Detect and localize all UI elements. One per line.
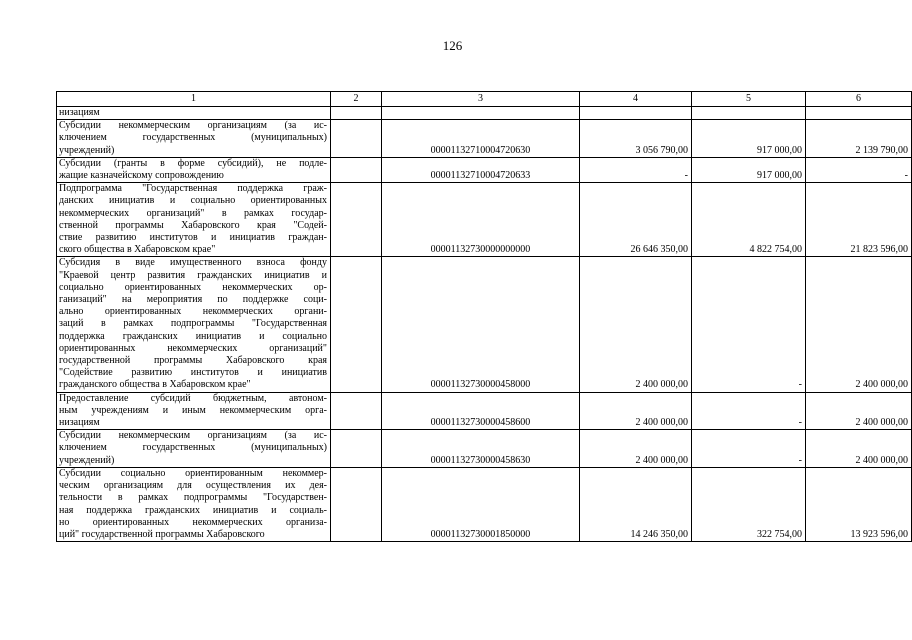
row-value-col6: 21 823 596,00: [806, 183, 912, 257]
description-line: заций в рамках подпрограммы "Государственная: [59, 318, 327, 330]
row-value-col5: 322 754,00: [692, 467, 806, 541]
row-value-col4: [580, 107, 692, 120]
table-row: [57, 392, 912, 430]
description-line: Субсидии некоммерческим организациям (за ис-: [59, 120, 327, 132]
row-code: 00001132710004720633: [382, 157, 580, 182]
row-col2: [331, 430, 382, 468]
row-description: [57, 257, 331, 392]
description-line: поддержка гражданских инициатив и социально: [59, 330, 327, 342]
description-line: но ориентированных некоммерческих организа-: [59, 516, 327, 528]
description-line: ным учреждениям и иным некоммерческим орга-: [59, 404, 327, 416]
row-col2: [331, 120, 382, 158]
description-line: учреждений): [59, 144, 115, 156]
header-col-6: 6: [806, 92, 912, 107]
description-line: ная поддержка гражданских инициатив и социаль-: [59, 504, 327, 516]
header-col-1: 1: [57, 92, 331, 107]
row-value-col6: 2 400 000,00: [806, 257, 912, 392]
row-code: [382, 107, 580, 120]
row-value-col4: 2 400 000,00: [580, 392, 692, 430]
row-value-col4: 3 056 790,00: [580, 120, 692, 158]
table-row: [57, 467, 912, 541]
description-line: низациям: [59, 107, 100, 118]
row-description: [57, 392, 331, 430]
description-line: гражданского общества в Хабаровском крае": [59, 379, 251, 391]
description-line: Предоставление субсидий бюджетным, автоном-: [59, 392, 327, 404]
header-col-5: 5: [692, 92, 806, 107]
description-line: учреждений): [59, 454, 115, 466]
description-line: ключением государственных (муниципальных): [59, 132, 327, 144]
description-line: Субсидии некоммерческим организациям (за ис-: [59, 430, 327, 442]
row-value-col4: 26 646 350,00: [580, 183, 692, 257]
description-line: "Краевой центр развития гражданских инициатив и: [59, 269, 327, 281]
row-code: 00001132730000458000: [382, 257, 580, 392]
description-line: Подпрограмма "Государственная поддержка граж-: [59, 183, 327, 195]
row-col2: [331, 107, 382, 120]
row-code: 00001132730000000000: [382, 183, 580, 257]
row-col2: [331, 257, 382, 392]
description-line: Субсидии (гранты в форме субсидий), не подле-: [59, 157, 327, 169]
header-col-3: 3: [382, 92, 580, 107]
description-line: низациям: [59, 417, 100, 429]
description-line: ций" государственной программы Хабаровского: [59, 528, 265, 540]
row-col2: [331, 157, 382, 182]
table-row: [57, 183, 912, 257]
row-value-col5: 917 000,00: [692, 157, 806, 182]
row-value-col5: -: [692, 257, 806, 392]
description-line: социально ориентированных некоммерческих ор-: [59, 281, 327, 293]
row-value-col6: 13 923 596,00: [806, 467, 912, 541]
row-description: [57, 157, 331, 182]
row-col2: [331, 467, 382, 541]
description-line: тельности в рамках подпрограммы "Государствен-: [59, 492, 327, 504]
description-line: ганизаций" на мероприятия по поддержке соци-: [59, 294, 327, 306]
row-value-col6: -: [806, 157, 912, 182]
description-line: некоммерческих организаций" в рамках государ-: [59, 207, 327, 219]
description-line: ческим организациям для осуществления их дея-: [59, 480, 327, 492]
table-row: [57, 107, 912, 120]
page-number: 126: [442, 38, 463, 53]
description-line: ствие развитию институтов и инициатив граждан-: [59, 232, 327, 244]
description-line: государственной программы Хабаровского края: [59, 355, 327, 367]
description-line: Субсидия в виде имущественного взноса фонду: [59, 257, 327, 269]
row-description: [57, 120, 331, 158]
row-value-col6: 2 400 000,00: [806, 430, 912, 468]
row-value-col5: -: [692, 430, 806, 468]
row-value-col4: 2 400 000,00: [580, 430, 692, 468]
row-code: 00001132730001850000: [382, 467, 580, 541]
budget-table: [56, 91, 912, 542]
row-code: 00001132730000458600: [382, 392, 580, 430]
table-row: [57, 157, 912, 182]
row-code: 00001132710004720630: [382, 120, 580, 158]
description-line: Субсидии социально ориентированным некоммер-: [59, 467, 327, 479]
row-value-col6: [806, 107, 912, 120]
description-line: ственной программы Хабаровского края "Содей-: [59, 219, 327, 231]
header-col-4: 4: [580, 92, 692, 107]
description-line: жащие казначейскому сопровождению: [59, 170, 224, 182]
row-value-col6: 2 400 000,00: [806, 392, 912, 430]
description-line: ориентированных некоммерческих организаций": [59, 342, 327, 354]
description-line: "Содействие развитию институтов и инициатив: [59, 367, 327, 379]
table-row: [57, 257, 912, 392]
table-body: [57, 107, 912, 542]
row-code: 00001132730000458630: [382, 430, 580, 468]
row-value-col4: -: [580, 157, 692, 182]
row-description: [57, 107, 331, 120]
row-description: [57, 430, 331, 468]
row-value-col4: 14 246 350,00: [580, 467, 692, 541]
table-row: [57, 120, 912, 158]
header-row: [57, 92, 912, 107]
header-col-2: 2: [331, 92, 382, 107]
row-value-col4: 2 400 000,00: [580, 257, 692, 392]
description-line: ского общества в Хабаровском крае": [59, 244, 216, 256]
description-line: ально ориентированных некоммерческих органи-: [59, 306, 327, 318]
row-value-col5: [692, 107, 806, 120]
row-value-col5: 917 000,00: [692, 120, 806, 158]
row-description: [57, 467, 331, 541]
row-col2: [331, 392, 382, 430]
row-value-col6: 2 139 790,00: [806, 120, 912, 158]
row-value-col5: 4 822 754,00: [692, 183, 806, 257]
row-description: [57, 183, 331, 257]
description-line: ключением государственных (муниципальных): [59, 442, 327, 454]
row-value-col5: -: [692, 392, 806, 430]
table-row: [57, 430, 912, 468]
row-col2: [331, 183, 382, 257]
description-line: данских инициатив и социально ориентированных: [59, 195, 327, 207]
